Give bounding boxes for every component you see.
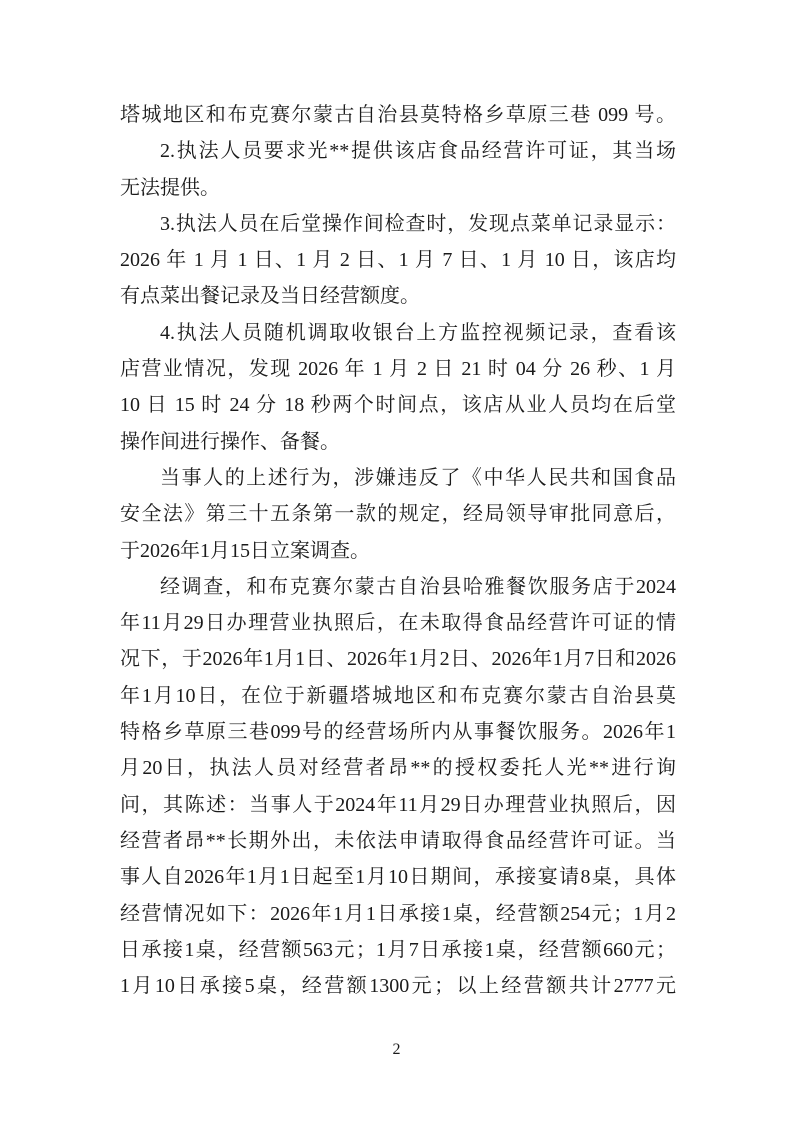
text-line: 经营者昂**长期外出，未依法申请取得食品经营许可证。当 — [120, 829, 676, 852]
text-line: 无法提供。 — [120, 176, 220, 199]
text-line: 有点菜出餐记录及当日经营额度。 — [120, 285, 420, 308]
text-line: 当事人的上述行为，涉嫌违反了《中华人民共和国食品 — [160, 466, 676, 489]
text-line: 年1月10日，在位于新疆塔城地区和布克赛尔蒙古自治县莫 — [120, 684, 676, 707]
text-line: 操作间进行操作、备餐。 — [120, 430, 340, 453]
text-line: 经调查，和布克赛尔蒙古自治县哈雅餐饮服务店于2024 — [160, 575, 676, 598]
text-line: 10 日 15 时 24 分 18 秒两个时间点，该店从业人员均在后堂 — [120, 394, 676, 417]
text-line: 塔城地区和布克赛尔蒙古自治县莫特格乡草原三巷 099 号。 — [120, 104, 676, 126]
text-line: 事人自2026年1月1日起至1月10日期间，承接宴请8桌，具体 — [120, 866, 676, 889]
text-line: 于2026年1月15日立案调查。 — [120, 539, 370, 562]
text-line: 2026 年 1 月 1 日、1 月 2 日、1 月 7 日、1 月 10 日，该店均 — [120, 249, 676, 272]
text-line: 经营情况如下：2026年1月1日承接1桌，经营额254元；1月2 — [120, 902, 676, 925]
text-line: 问，其陈述：当事人于2024年11月29日办理营业执照后，因 — [120, 793, 676, 816]
text-line: 日承接1桌，经营额563元；1月7日承接1桌，经营额660元； — [120, 938, 676, 961]
text-line: 4.执法人员随机调取收银台上方监控视频记录，查看该 — [160, 321, 676, 344]
page-number: 2 — [392, 1041, 401, 1058]
text-line: 况下，于2026年1月1日、2026年1月2日、2026年1月7日和2026 — [120, 648, 676, 671]
document-body — [120, 97, 676, 1004]
text-line: 店营业情况，发现 2026 年 1 月 2 日 21 时 04 分 26 秒、1 月 — [120, 358, 676, 381]
text-line: 安全法》第三十五条第一款的规定，经局领导审批同意后， — [120, 503, 676, 526]
text-line: 月20日，执法人员对经营者昂**的授权委托人光**进行询 — [120, 757, 676, 780]
text-line: 年11月29日办理营业执照后，在未取得食品经营许可证的情 — [120, 612, 676, 635]
text-line: 特格乡草原三巷099号的经营场所内从事餐饮服务。2026年1 — [120, 721, 676, 744]
text-line: 3.执法人员在后堂操作间检查时，发现点菜单记录显示： — [160, 212, 676, 235]
text-line: 2.执法人员要求光**提供该店食品经营许可证，其当场 — [160, 140, 676, 163]
text-line: 1月10日承接5桌，经营额1300元；以上经营额共计2777元 — [120, 975, 676, 998]
